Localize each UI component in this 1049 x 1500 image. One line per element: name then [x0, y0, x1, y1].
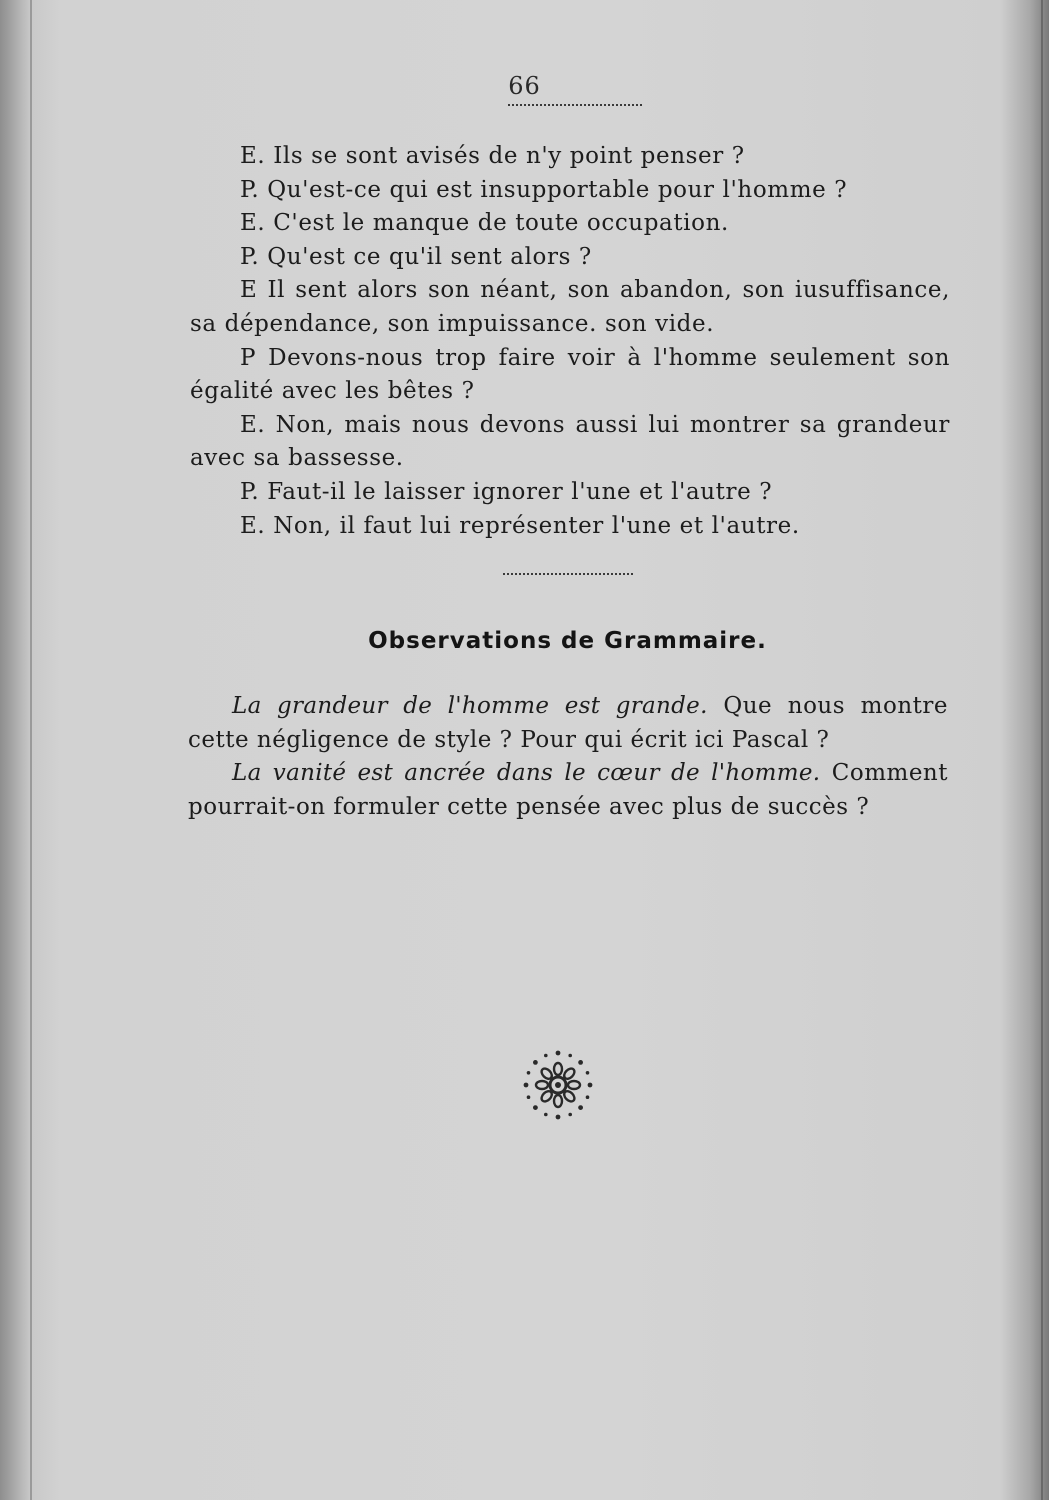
grammar-quote: La grandeur de l'homme est grande.	[232, 693, 708, 719]
grammar-quote: La vanité est ancrée dans le cœur de l'homme.	[232, 760, 821, 787]
dialogue-line: P Devons-nous trop faire voir à l'homme seulement son égalité avec les bêtes ?	[190, 344, 950, 405]
grammar-paragraph	[188, 757, 948, 824]
dialogue-line: E. Ils se sont avisés de n'y point penser ?	[240, 143, 745, 169]
dialogue-line: E. Non, mais nous devons aussi lui montrer sa grandeur avec sa bassesse.	[190, 411, 950, 472]
dialogue-line: E. C'est le manque de toute occupation.	[240, 210, 729, 237]
grammar-observations	[188, 690, 948, 824]
binding-gutter	[30, 0, 32, 1500]
dialogue-line: E Il sent alors son néant, son abandon, son iusuffisance, sa dépendance, son impuissance. son vide.	[190, 277, 950, 337]
dialogue-line: P. Qu'est-ce qui est insupportable pour l'homme ?	[240, 176, 848, 203]
dialogue-block	[190, 140, 950, 543]
rosette-ornament-icon	[521, 1048, 595, 1122]
page-number: 66	[508, 72, 541, 100]
grammar-question: Que nous montre cette négligence de style ? Pour qui écrit ici Pascal ?	[188, 693, 949, 753]
grammar-paragraph	[188, 690, 948, 757]
grammar-question: Comment pourrait-on formuler cette pensée avec plus de succès ?	[188, 760, 948, 820]
section-dotted-rule	[503, 573, 633, 575]
dialogue-line: P. Faut-il le laisser ignorer l'une et l'autre ?	[240, 478, 773, 505]
header-dotted-rule	[508, 104, 642, 106]
dialogue-line: E. Non, il faut lui représenter l'une et l'autre.	[240, 512, 800, 539]
section-title: Observations de Grammaire.	[368, 628, 767, 654]
page-edge	[1041, 0, 1043, 1500]
dialogue-line: P. Qu'est ce qu'il sent alors ?	[240, 243, 592, 270]
